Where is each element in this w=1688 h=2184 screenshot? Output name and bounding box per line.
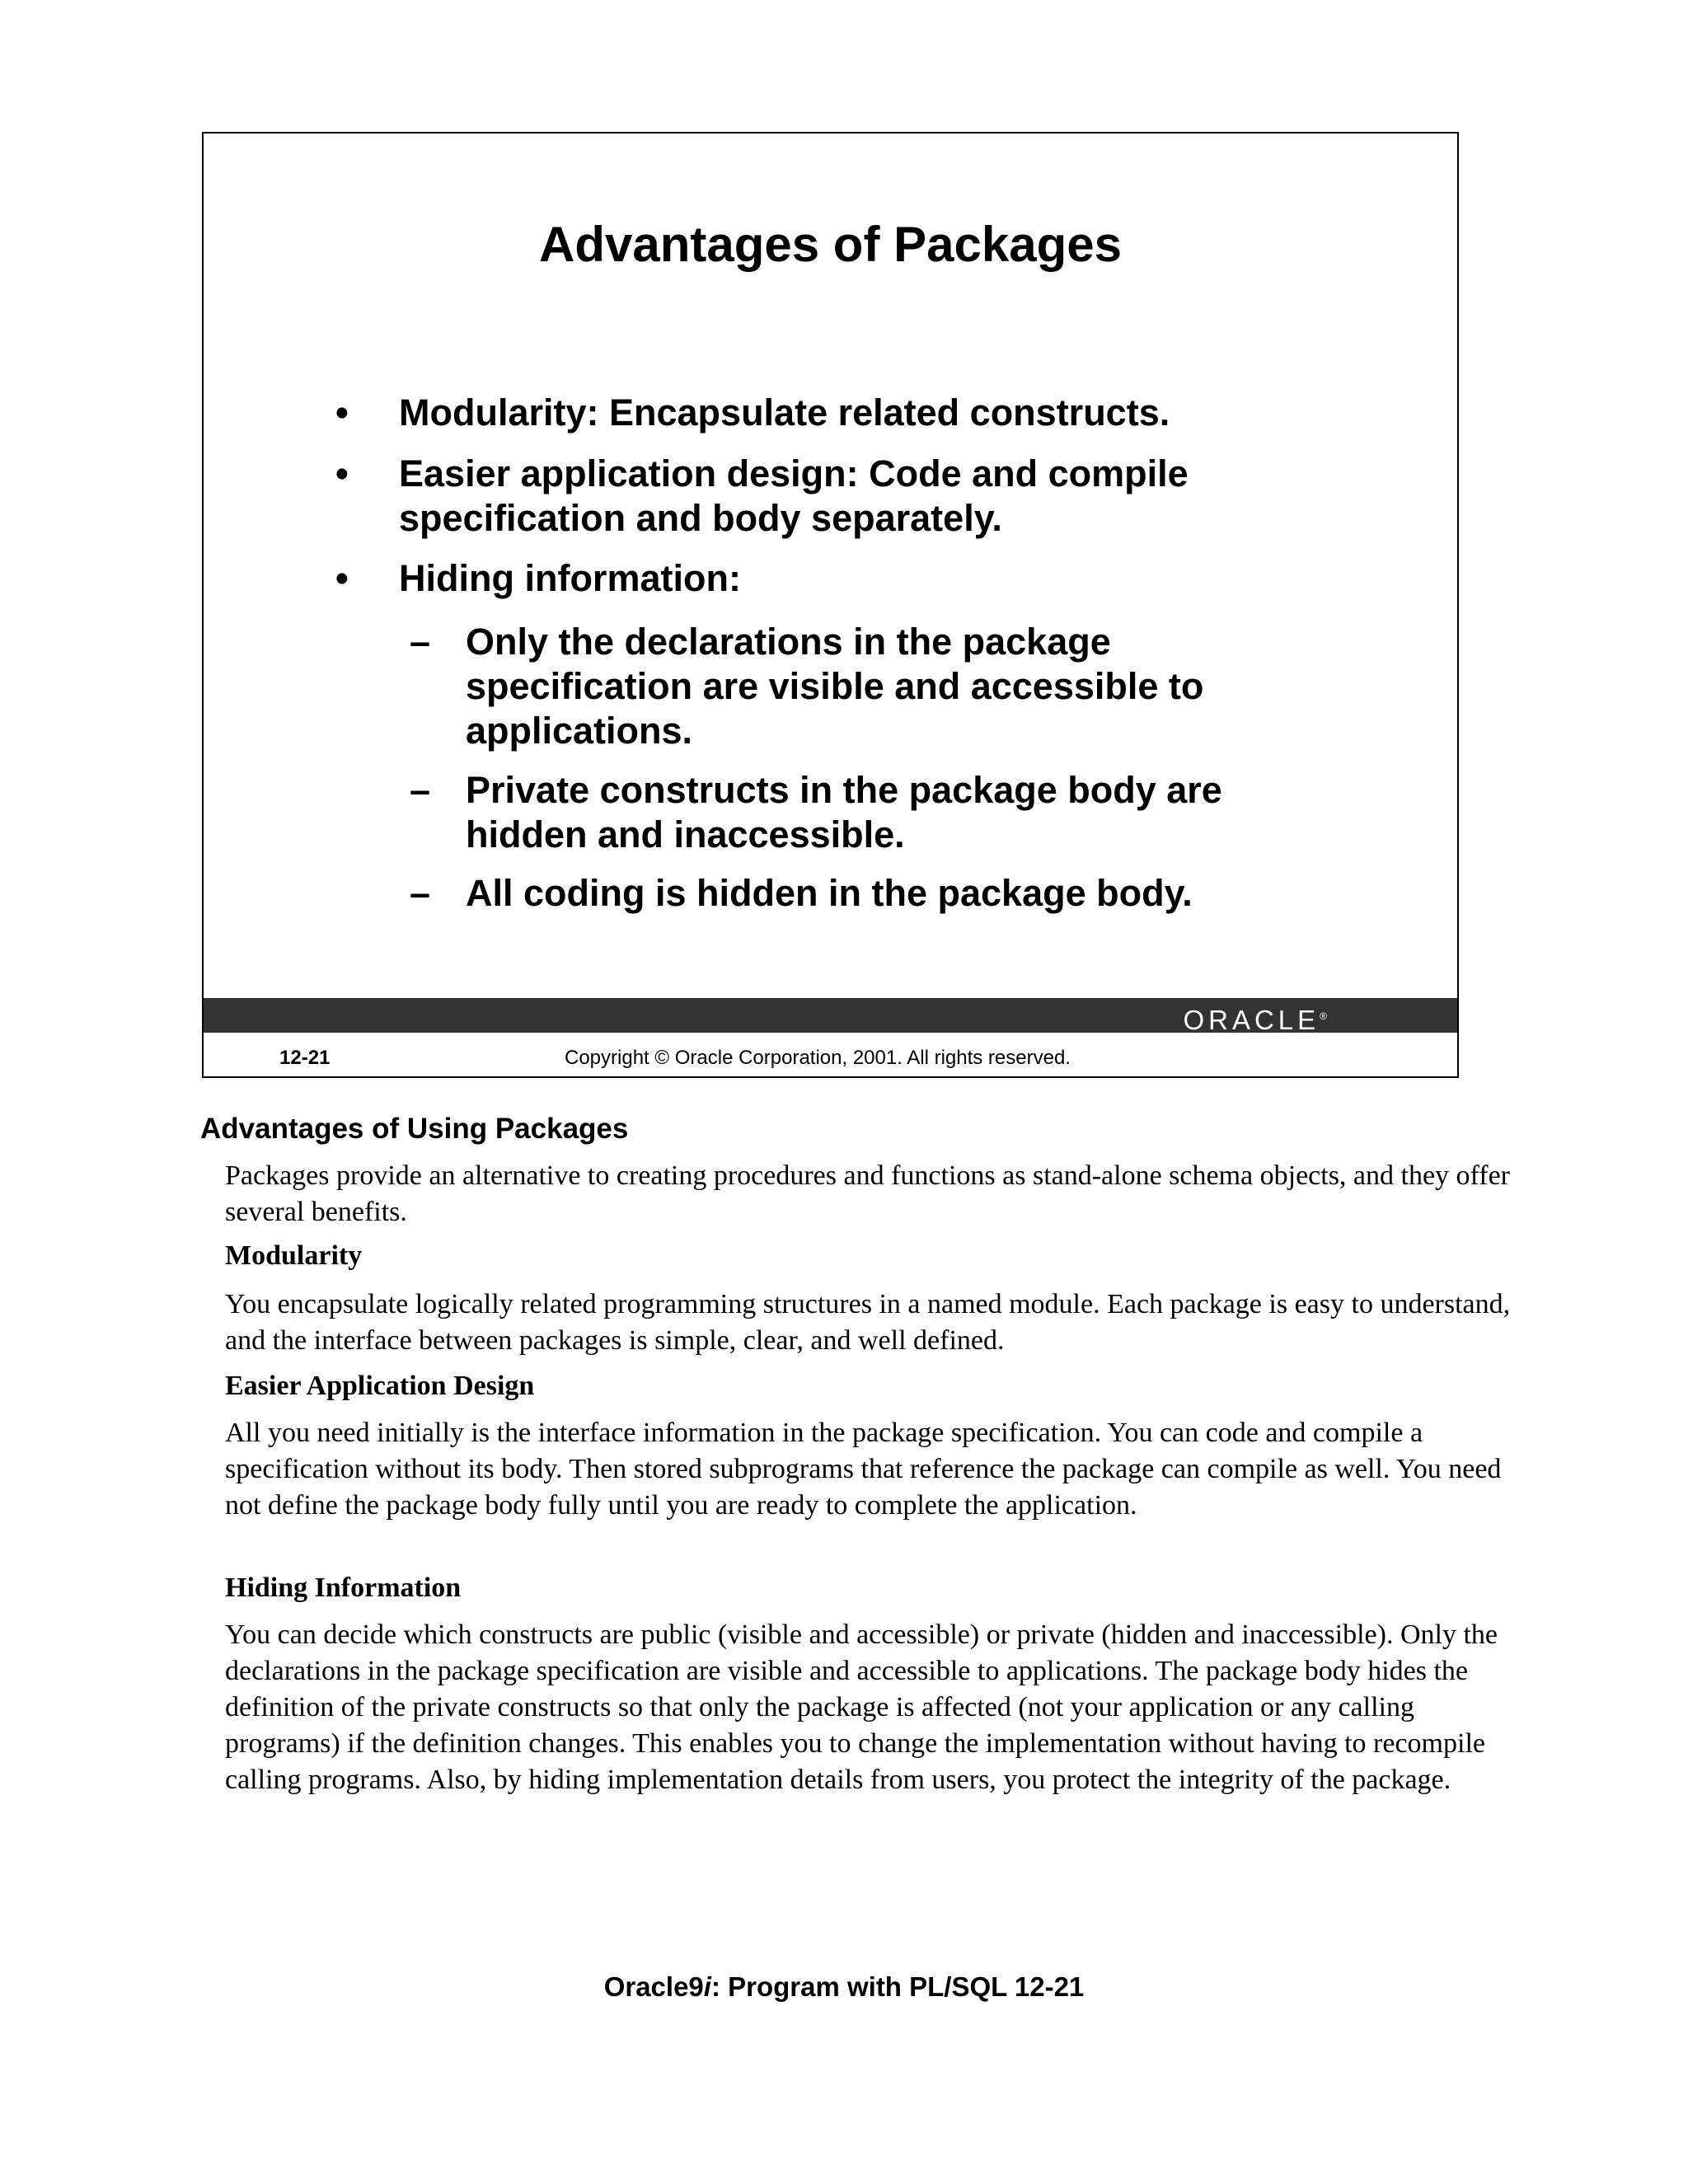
slide-number: 12-21	[279, 1047, 331, 1069]
registered-mark: ®	[1320, 1010, 1327, 1022]
footer-product: Oracle9	[603, 1971, 704, 2002]
bullet-marker: •	[335, 452, 349, 494]
bullet-item	[335, 391, 1283, 435]
dash-marker: –	[410, 621, 431, 663]
sub-bullet-item	[410, 871, 1333, 916]
notes-heading: Advantages of Using Packages	[200, 1113, 629, 1145]
section-title-modularity: Modularity	[225, 1240, 363, 1271]
slide	[202, 132, 1459, 1078]
dash-marker: –	[410, 872, 431, 914]
bullet-item	[335, 556, 1283, 601]
sub-bullet-text: Only the declarations in the package specification are visible and accessible to applications.	[466, 621, 1204, 752]
section-body-design: All you need initially is the interface information in the package specification. You can code and compile a specification without its body. Then stored subprograms that reference the package can compile as well. You need not define the package body fully until you are ready to complete the application.	[225, 1418, 1502, 1521]
copyright-notice: Copyright © Oracle Corporation, 2001. All rights reserved.	[565, 1047, 1071, 1069]
bullet-item	[335, 452, 1283, 541]
section-body-modularity: You encapsulate logically related programming structures in a named module. Each package is easy to understand, and the interface between packages is simple, clear, and well defined.	[225, 1289, 1511, 1356]
sub-bullet-text: All coding is hidden in the package body.	[466, 872, 1193, 914]
section-body-hiding: You can decide which constructs are public (visible and accessible) or private (hidden and inaccessible). Only the declarations in the package specification are visible and accessible to applications. The package body hides the definition of the private constructs so that only the package is affected (not your application or any calling programs) if the definition changes. This enables you to change the implementation without having to recompile calling programs. Also, by hiding implementation details from users, you protect the integrity of the package.	[225, 1619, 1498, 1795]
footer-product-italic: i	[703, 1971, 711, 2002]
intro-paragraph: Packages provide an alternative to creating procedures and functions as stand-alone schema objects, and they offer several benefits.	[225, 1160, 1511, 1227]
bullet-marker: •	[335, 391, 349, 434]
sub-bullet-text: Private constructs in the package body are hidden and inaccessible.	[466, 769, 1222, 855]
section-title-hiding: Hiding Information	[225, 1572, 462, 1603]
page-footer	[0, 1971, 1688, 2003]
dash-marker: –	[410, 769, 431, 811]
sub-bullet-item	[410, 620, 1259, 753]
bullet-text: Modularity: Encapsulate related constructs.	[399, 391, 1170, 434]
bullet-text: Hiding information:	[399, 557, 741, 599]
oracle-logo-text: ORACLE	[1183, 1005, 1320, 1035]
bullet-marker: •	[335, 557, 349, 599]
bullet-text: Easier application design: Code and compile specification and body separately.	[399, 452, 1189, 539]
footer-rest: : Program with PL/SQL 12-21	[710, 1971, 1085, 2002]
slide-title: Advantages of Packages	[539, 217, 1122, 272]
section-title-design: Easier Application Design	[225, 1371, 535, 1401]
sub-bullet-item	[410, 768, 1275, 857]
oracle-logo	[1183, 1001, 1327, 1036]
